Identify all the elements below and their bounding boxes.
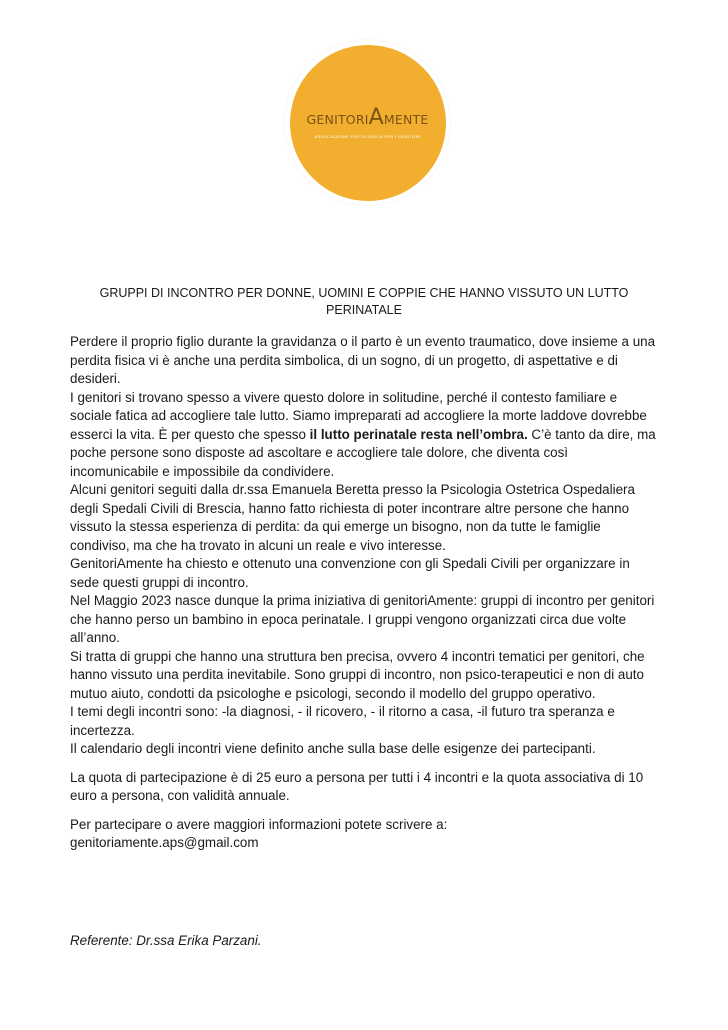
paragraph-solitude-text-2: C’è tanto da dire, ma poche persone sono disposte ad ascoltare e accogliere tale dolore, che diventa così incomunicabile e impossibile da condividere. <box>70 426 656 479</box>
paragraph-solitude-text-1: I genitori si trovano spesso a vivere questo dolore in solitudine, perché il contesto familiare e sociale fatica ad accogliere tale lutto. Siamo impreparati ad accogliere la morte laddove dovrebbe esserci la vita. È per questo che spesso <box>70 389 647 442</box>
paragraph-calendar: Il calendario degli incontri viene definito anche sulla base delle esigenze dei partecipanti. <box>70 741 596 756</box>
logo-name-part1: GENITORI <box>306 111 369 127</box>
paragraph-structure: Si tratta di gruppi che hanno una struttura ben precisa, ovvero 4 incontri tematici per genitori, che hanno vissuto una perdita inevitabile. Sono gruppi di incontro, non psico-terapeutici e non di auto mutuo aiuto, condotti da psicologhe e psicologi, secondo il modello del gruppo operativo. <box>70 648 645 701</box>
paragraph-fee: La quota di partecipazione è di 25 euro a persona per tutti i 4 incontri e la quota associativa di 10 euro a persona, con validità annuale. <box>70 769 644 803</box>
contact-email: genitoriamente.aps@gmail.com <box>70 835 259 850</box>
logo-name-part2: MENTE <box>383 111 429 127</box>
paragraph-solitude-emphasis: il lutto perinatale resta nell’ombra. <box>309 426 528 442</box>
logo-subtitle: ASSOCIAZIONE PSICOLOGICA PER I GENITORI <box>314 133 421 139</box>
document-body <box>70 333 660 853</box>
paragraph-origin: Alcuni genitori seguiti dalla dr.ssa Emanuela Beretta presso la Psicologia Ostetrica Ospedaliera degli Spedali Civili di Brescia, hanno fatto richiesta di poter incontrare altre persone che hanno vissuto la stessa esperienza di perdita: da qui emerge un bisogno, non da tutte le famiglie condiviso, ma che ha trovato in alcuni un reale e vivo interesse. <box>70 482 635 553</box>
document-title: GRUPPI DI INCONTRO PER DONNE, UOMINI E COPPIE CHE HANNO VISSUTO UN LUTTO PERINATALE <box>99 286 629 317</box>
paragraph-initiative: Nel Maggio 2023 nasce dunque la prima iniziativa di genitoriAmente: gruppi di incontro per genitori che hanno perso un bambino in epoca perinatale. I gruppi vengono organizzati circa due volte all’anno. <box>70 593 655 645</box>
logo <box>285 40 450 205</box>
paragraph-contact: Per partecipare o avere maggiori informazioni potete scrivere a: <box>70 816 448 832</box>
logo-circle <box>290 45 446 201</box>
paragraph-intro: Perdere il proprio figlio durante la gravidanza o il parto è un evento traumatico, dove insieme a una perdita fisica vi è anche una perdita simbolica, di un sogno, di un progetto, di aspettative e di desideri. <box>70 334 656 386</box>
paragraph-solitude <box>70 389 660 482</box>
logo-name <box>306 104 429 130</box>
paragraph-convention: GenitoriAmente ha chiesto e ottenuto una convenzione con gli Spedali Civili per organizzare in sede questi gruppi di incontro. <box>70 556 630 590</box>
logo-name-big-letter: A <box>368 104 384 130</box>
referent: Referente: Dr.ssa Erika Parzani. <box>70 933 262 948</box>
paragraph-themes: I temi degli incontri sono: -la diagnosi, - il ricovero, - il ritorno a casa, -il futuro tra speranza e incertezza. <box>70 704 615 738</box>
